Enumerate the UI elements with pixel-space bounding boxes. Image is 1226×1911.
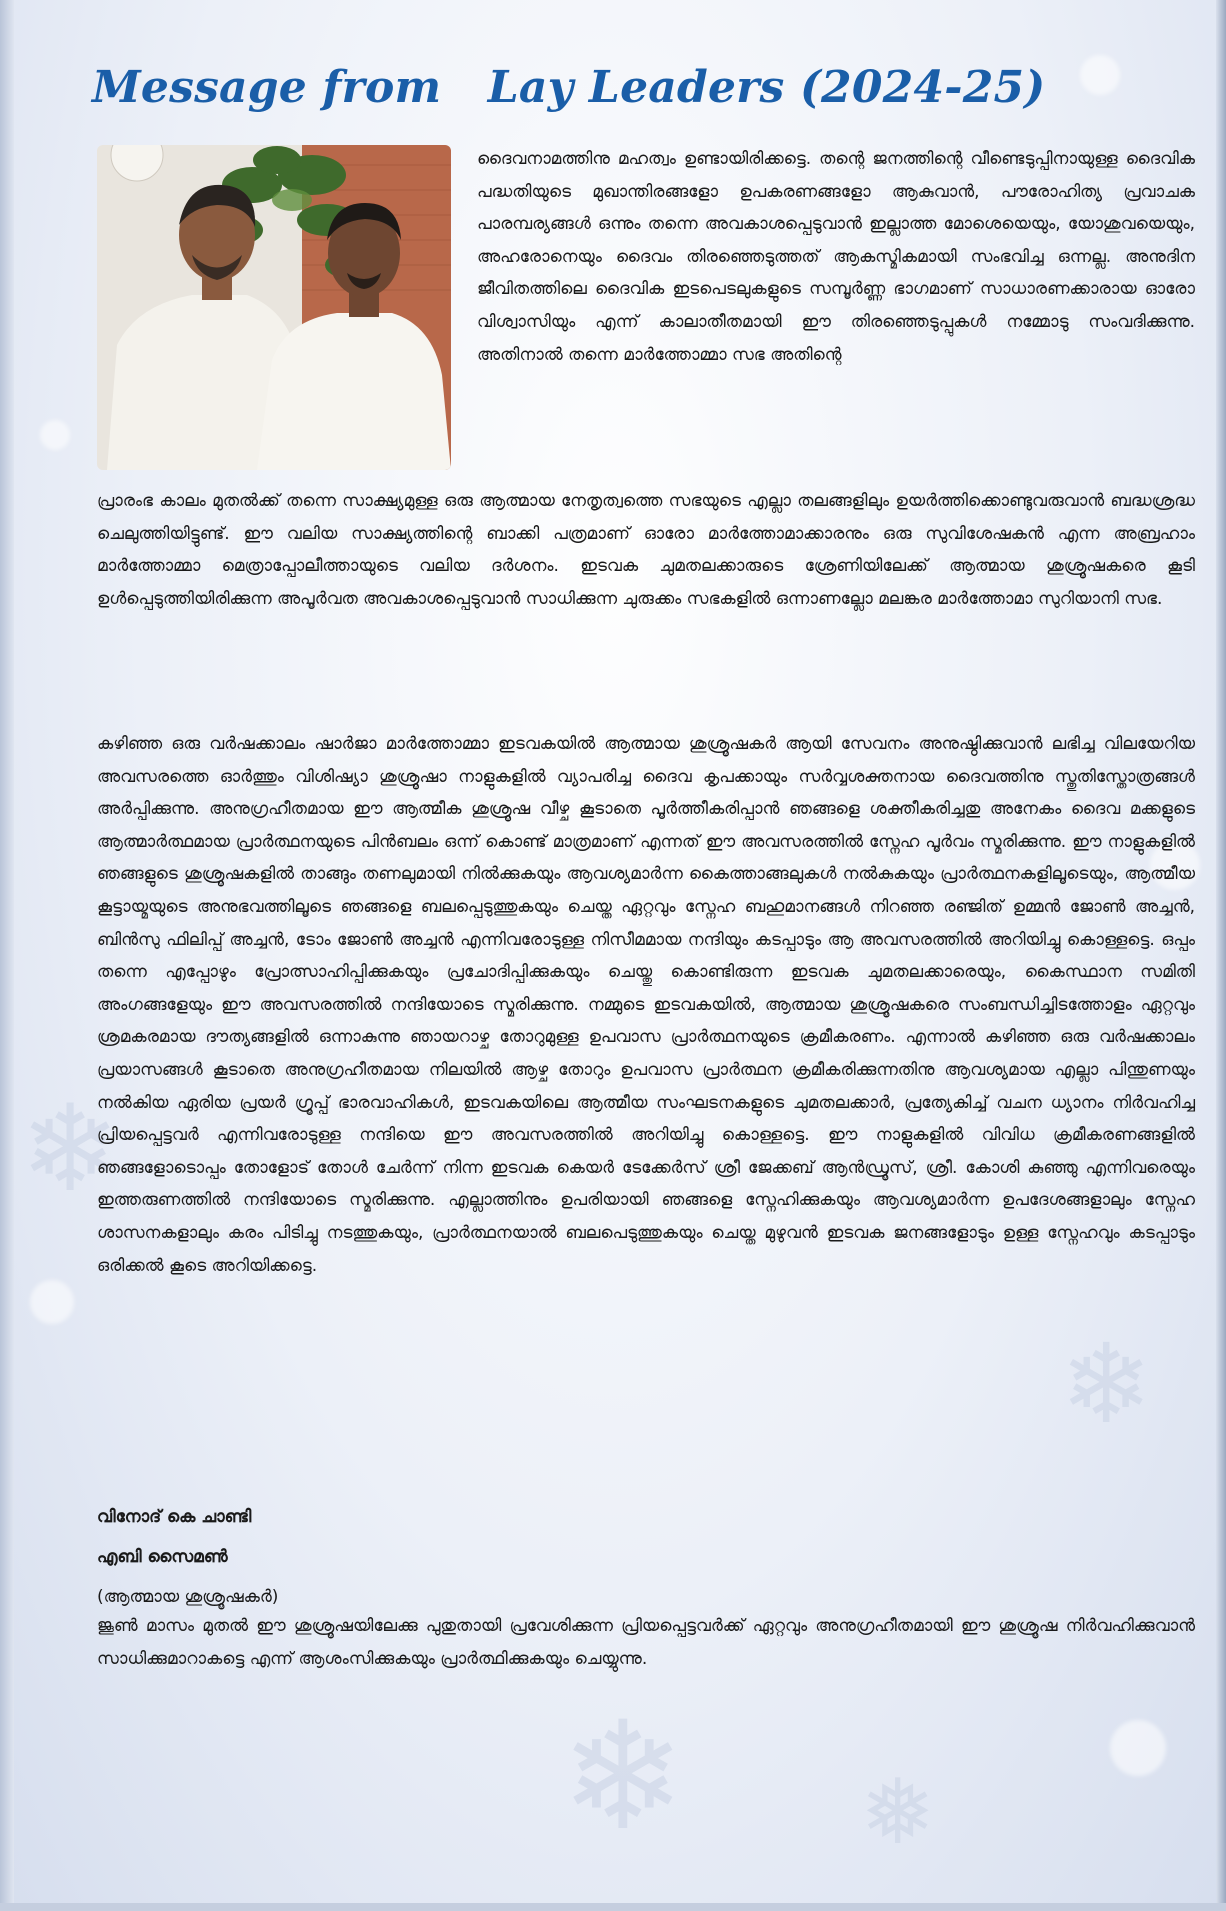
bokeh-light — [40, 420, 70, 450]
bokeh-light — [30, 1280, 74, 1324]
main-paragraph: കഴിഞ്ഞ ഒരു വർഷക്കാലം ഷാർജാ മാർത്തോമ്മാ ഇടവകയിൽ ആത്മായ ശുശ്രൂഷകർ ആയി സേവനം അനുഷ്ഠിക്കുവാൻ ലഭിച്ച വിലയേറിയ അവസരത്തെ ഓർത്തും വിശിഷ്യാ ശുശ്രൂഷാ നാളുകളിൽ വ്യാപരിച്ച ദൈവ കൃപക്കായും സർവ്വശക്തനായ ദൈവത്തിനു സ്തുതിസ്തോത്രങ്ങൾ അർപ്പിക്കുന്നു. അനുഗ്രഹീതമായ ഈ ആത്മീക ശുശ്രൂഷ വീഴ്ച കൂടാതെ പൂർത്തീകരിപ്പാൻ ഞങ്ങളെ ശക്തീകരിച്ചതു അനേകം ദൈവ മക്കളുടെ ആത്മാർത്ഥമായ പ്രാർത്ഥനയുടെ പിൻബലം ഒന്ന് കൊണ്ട് മാത്രമാണ് എന്നത് ഈ അവസരത്തിൽ സ്നേഹ പൂർവം സ്മരിക്കുന്നു. ഈ നാളുകളിൽ ഞങ്ങളുടെ ശുശ്രൂഷകളിൽ താങ്ങും തണലുമായി നിൽക്കുകയും ആവശ്യമാർന്ന കൈത്താങ്ങലുകൾ നൽകുകയും പ്രാർത്ഥനകളിലൂടെയും, ആത്മീയ കൂട്ടായ്മയുടെ അനുഭവത്തിലൂടെ ഞങ്ങളെ ബലപ്പെടുത്തുകയും ചെയ്ത ഏറ്റവും സ്നേഹ ബഹുമാനങ്ങൾ നിറഞ്ഞ രഞ്ജിത് ഉമ്മൻ ജോൺ അച്ചൻ, ബിൻസു ഫിലിപ്പ് അച്ചൻ, ടോം ജോൺ അച്ചൻ എന്നിവരോടുള്ള നിസീമമായ നന്ദിയും കടപ്പാടും ആ അവസരത്തിൽ അറിയിച്ചു കൊള്ളട്ടെ. ഒപ്പം തന്നെ എപ്പോഴും പ്രോത്സാഹിപ്പിക്കുകയും പ്രചോദിപ്പിക്കുകയും ചെയ്തു കൊണ്ടിരുന്ന ഇടവക ചുമതലക്കാരെയും, കൈസ്ഥാന സമിതി അംഗങ്ങളേയും ഈ അവസരത്തിൽ നന്ദിയോടെ സ്മരിക്കുന്നു. നമ്മുടെ ഇടവകയിൽ, ആത്മായ ശുശ്രൂഷകരെ സംബന്ധിച്ചിടത്തോളം ഏറ്റവും ശ്രമകരമായ ദൗത്യങ്ങളിൽ ഒന്നാകുന്നു ഞായറാഴ്ച തോറുമുള്ള ഉപവാസ പ്രാർത്ഥനയുടെ ക്രമീകരണം. എന്നാൽ കഴിഞ്ഞ ഒരു വർഷക്കാലം പ്രയാസങ്ങൾ കൂടാതെ അനുഗ്രഹീതമായ നിലയിൽ ആഴ്ച തോറും ഉപവാസ പ്രാർത്ഥന ക്രമീകരിക്കുന്നതിനു ആവശ്യമായ എല്ലാ പിന്തുണയും നൽകിയ ഏരിയ പ്രയർ ഗ്രൂപ്പ് ഭാരവാഹികൾ, ഇടവകയിലെ ആത്മീയ സംഘടനകളുടെ ചുമതലക്കാർ, പ്രത്യേകിച്ച് വചന ധ്യാനം നിർവഹിച്ച പ്രിയപ്പെട്ടവർ എന്നിവരോടുള്ള നന്ദിയെ ഈ അവസരത്തിൽ അറിയിച്ചു കൊള്ളട്ടെ. ഈ നാളുകളിൽ വിവിധ ക്രമീകരണങ്ങളിൽ ഞങ്ങളോടൊപ്പം തോളോട് തോൾ ചേർന്ന് നിന്ന ഇടവക കെയർ ടേക്കേർസ് ശ്രീ ജേക്കബ് ആൻഡ്രൂസ്, ശ്രീ. കോശി കുഞ്ഞു എന്നിവരെയും ഇത്തരുണത്തിൽ നന്ദിയോടെ സ്മരിക്കുന്നു. എല്ലാത്തിനും ഉപരിയായി ഞങ്ങളെ സ്നേഹിക്കുകയും ആവശ്യമാർന്ന ഉപദേശങ്ങളാലും സ്നേഹ ശാസനകളാലും കരം പിടിച്ചു നടത്തുകയും, പ്രാർത്ഥനയാൽ ബലപെടുത്തുകയും ചെയ്ത മുഴുവൻ ഇടവക ജനങ്ങളോടും ഉള്ള സ്നേഹവും കടപ്പാടും ഒരിക്കൽ കൂടെ അറിയിക്കട്ടെ. — [97, 734, 1195, 1276]
page-title: Message from Lay Leaders (2024-25) — [92, 62, 1046, 113]
snowflake-icon: ❄ — [1060, 1320, 1153, 1448]
snowflake-icon: ❅ — [860, 1760, 936, 1865]
snowflake-icon: ❄ — [20, 1080, 121, 1219]
signature-name-2: എബി സൈമൺ — [97, 1547, 228, 1567]
bokeh-light — [1110, 1720, 1166, 1776]
page-bottom-edge — [0, 1903, 1226, 1911]
intro-paragraph: ദൈവനാമത്തിനു മഹത്വം ഉണ്ടായിരിക്കട്ടെ. തന്റെ ജനത്തിന്റെ വീണ്ടെടുപ്പിനായുള്ള ദൈവിക പദ്ധതിയുടെ മുഖാന്തിരങ്ങളോ ഉപകരണങ്ങളോ ആകുവാൻ, പൗരോഹിത്യ പ്രവാചക പാരമ്പര്യങ്ങൾ ഒന്നും തന്നെ അവകാശപ്പെടുവാൻ ഇല്ലാത്ത മോശെയെയും, യോശുവയെയും, അഹരോനെയും ദൈവം തിരഞ്ഞെടുത്തത് ആകസ്മികമായി സംഭവിച്ച ഒന്നല്ല. അനുദിന ജീവിതത്തിലെ ദൈവിക ഇടപെടലുകളുടെ സമ്പൂർണ്ണ ഭാഗമാണ് സാധാരണക്കാരായ ഓരോ വിശ്വാസിയും എന്ന് കാലാതീതമായി ഈ തിരഞ്ഞെടുപ്പുകൾ നമ്മോടു സംവദിക്കുന്നു. അതിനാൽ തന്നെ മാർത്തോമ്മാ സഭ അതിന്റെ — [477, 149, 1195, 365]
bokeh-light — [1080, 55, 1120, 95]
signature-role: (ആത്മായ ശുശ്രൂഷകർ) — [97, 1587, 279, 1607]
intro-paragraph-continued: പ്രാരംഭ കാലം മുതൽക്ക് തന്നെ സാക്ഷ്യമുള്ള ഒരു ആത്മായ നേതൃത്വത്തെ സഭയുടെ എല്ലാ തലങ്ങളിലും ഉയർത്തിക്കൊണ്ടുവരുവാൻ ബദ്ധശ്രദ്ധ ചെലുത്തിയിട്ടുണ്ട്. ഈ വലിയ സാക്ഷ്യത്തിന്റെ ബാക്കി പത്രമാണ് ഓരോ മാർത്തോമാക്കാരനും ഒരു സുവിശേഷകൻ എന്ന അബ്രഹാം മാർത്തോമ്മാ മെത്രാപ്പോലീത്തായുടെ വലിയ ദർശനം. ഇടവക ചുമതലക്കാരുടെ ശ്രേണിയിലേക്ക് ആത്മായ ശുശ്രൂഷകരെ കൂടി ഉൾപ്പെടുത്തിയിരിക്കുന്ന അപൂർവത അവകാശപ്പെടുവാൻ സാധിക്കുന്ന ചുരുക്കം സഭകളിൽ ഒന്നാണല്ലോ മലങ്കര മാർത്തോമാ സുറിയാനി സഭ. — [97, 491, 1195, 609]
closing-paragraph: ജൂൺ മാസം മുതൽ ഈ ശുശ്രൂഷയിലേക്കു പുതുതായി പ്രവേശിക്കുന്ന പ്രിയപ്പെട്ടവർക്ക് ഏറ്റവും അനുഗ്രഹീതമായി ഈ ശുശ്രൂഷ നിർവഹിക്കുവാൻ സാധിക്കുമാറാകട്ടെ എന്ന് ആശംസിക്കുകയും പ്രാർത്ഥിക്കുകയും ചെയ്യുന്നു. — [97, 1616, 1195, 1669]
page-right-edge — [1216, 0, 1226, 1911]
leaders-photo-illustration — [97, 145, 451, 470]
lay-leaders-photo — [97, 145, 451, 470]
signature-name-1: വിനോദ് കെ ചാണ്ടി — [97, 1507, 252, 1527]
snowflake-icon: ❄ — [560, 1690, 686, 1864]
page-left-edge — [0, 0, 14, 1911]
